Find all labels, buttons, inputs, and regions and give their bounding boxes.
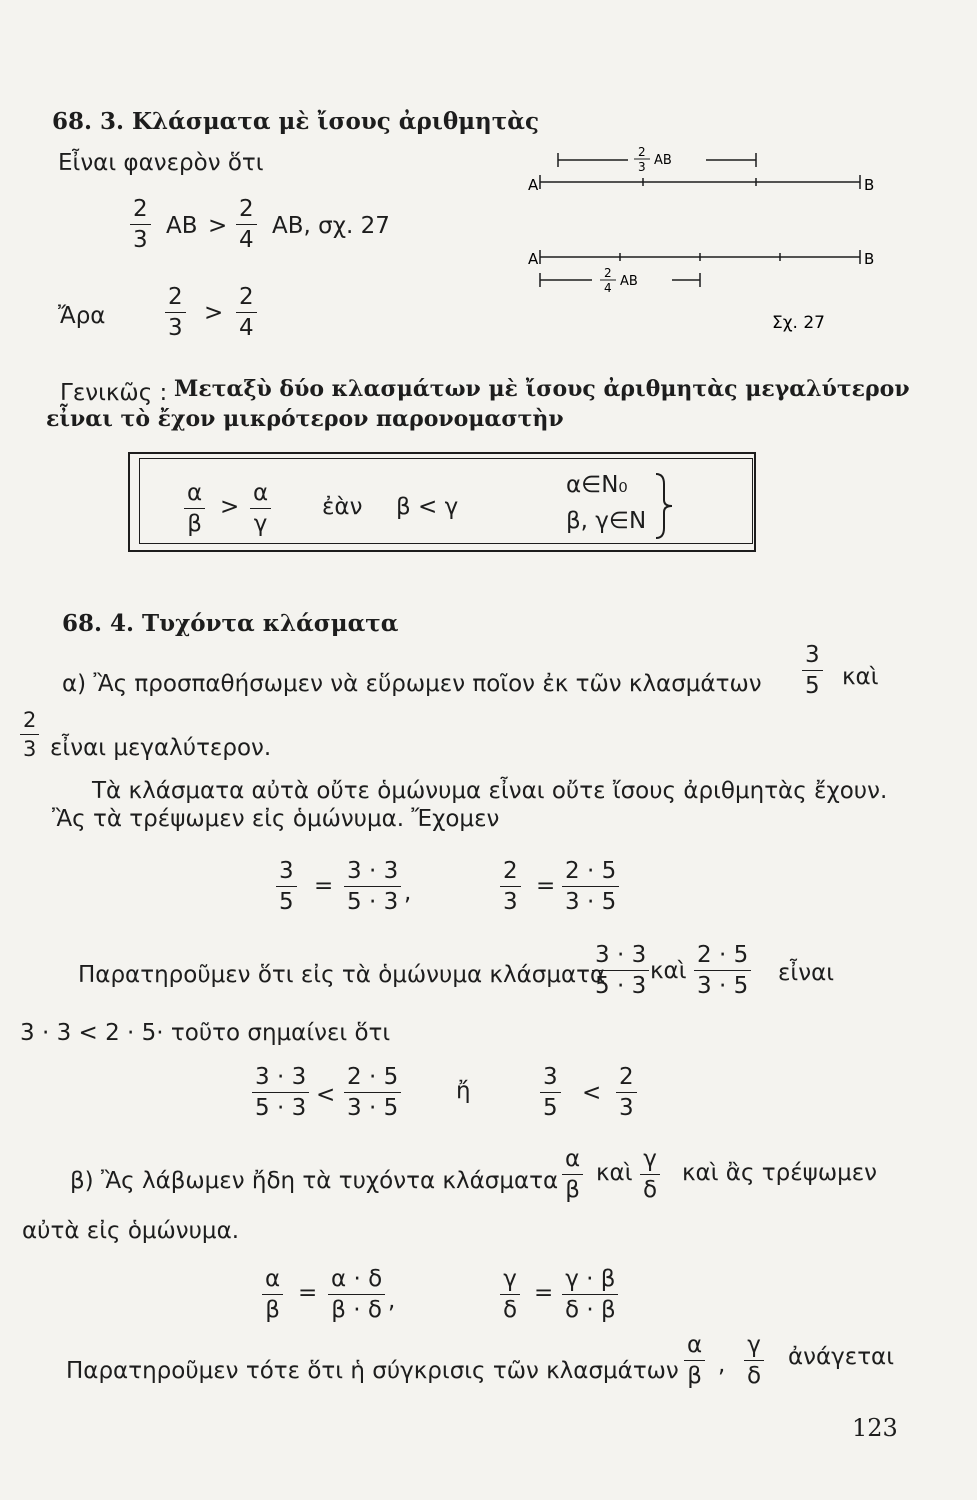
cmp-frac-25-35: $\frac{2 \cdot 5}{3 \cdot 5}$ (344, 1064, 401, 1122)
fraction-2-3-b: $\frac{2}{3}$ (165, 284, 186, 342)
rule-if: ἐὰν (322, 494, 363, 520)
general-prefix: Γενικῶς : (60, 380, 168, 406)
segment-label: ΑΒ (166, 213, 198, 239)
para-a-fraction-3-5: $\frac{3}{5}$ (802, 642, 823, 700)
fraction-2-4: $\frac{2}{4}$ (236, 196, 257, 254)
intro-text: Εἶναι φανερὸν ὅτι (58, 150, 264, 176)
rule-fraction-left: $\frac{\alpha}{\beta}$ (184, 480, 205, 538)
rule-condition: β < γ (396, 494, 459, 520)
cmp-frac-33-53: $\frac{3 \cdot 3}{5 \cdot 3}$ (252, 1064, 309, 1122)
last-text: Παρατηροῦμεν τότε ὅτι ἡ σύγκρισις τῶν κλασμάτων (66, 1358, 679, 1384)
cmp-less-2: < (582, 1080, 602, 1106)
rule-set-beta-gamma: β, γ∈N (566, 508, 647, 534)
para-b-kai: καὶ (596, 1160, 633, 1186)
diagram-top-num: 2 (638, 145, 646, 159)
general-rule-line1: Μεταξὺ δύο κλασμάτων μὲ ἴσους ἀριθμητὰς μεγαλύτερον (174, 376, 910, 402)
last-frac-a-b: $\frac{\alpha}{\beta}$ (684, 1332, 705, 1390)
diagram-top-den: 3 (638, 160, 646, 174)
obs-frac-25-35: $\frac{2 \cdot 5}{3 \cdot 5}$ (694, 942, 751, 1000)
diagram-top-label: ΑΒ (654, 153, 672, 168)
fraction-2-3: $\frac{2}{3}$ (130, 196, 151, 254)
diagram-bottom-den: 4 (604, 281, 612, 295)
para2-line2: Ἂς τὰ τρέψωμεν εἰς ὁμώνυμα. Ἔχομεν (52, 806, 500, 832)
para-b-line2: αὐτὰ εἰς ὁμώνυμα. (22, 1218, 240, 1244)
eq1-frac-25-35: $\frac{2 \cdot 5}{3 \cdot 5}$ (562, 858, 619, 916)
obs-tail: εἶναι (778, 960, 835, 986)
eq2-comma: , (388, 1288, 396, 1314)
last-frac-c-d: $\frac{\gamma}{\delta}$ (744, 1332, 764, 1390)
eq1-frac-3-5: $\frac{3}{5}$ (276, 858, 297, 916)
eq1-frac-2-3: $\frac{2}{3}$ (500, 858, 521, 916)
diagram-bottom-left: Α (528, 250, 539, 268)
greater-sign: > (208, 213, 228, 239)
ara-label: Ἄρα (58, 303, 106, 329)
eq2-frac-c-d: $\frac{\gamma}{\delta}$ (500, 1266, 520, 1324)
page-number: 123 (852, 1414, 898, 1442)
eq1-equals: = (314, 873, 334, 899)
section-heading-68-4: 68. 4. Τυχόντα κλάσματα (62, 610, 399, 637)
cmp-frac-2-3: $\frac{2}{3}$ (616, 1064, 637, 1122)
obs2-text: 3 · 3 < 2 · 5· τοῦτο σημαίνει ὅτι (20, 1020, 391, 1046)
figure-caption: Σχ. 27 (772, 313, 826, 333)
rule-brace (650, 470, 680, 542)
para-a-kai: καὶ (842, 664, 879, 690)
figure-reference: ΑΒ, σχ. 27 (272, 213, 390, 239)
segment-diagram (520, 140, 890, 340)
obs-kai: καὶ (650, 958, 687, 984)
para-a-line1: α) Ἂς προσπαθήσωμεν νὰ εὕρωμεν ποῖον ἐκ τῶν κλασμάτων (62, 671, 762, 697)
para2-line1: Τὰ κλάσματα αὐτὰ οὔτε ὁμώνυμα εἶναι οὔτε ἴσους ἀριθμητὰς ἔχουν. (92, 778, 888, 804)
para-b-text: β) Ἂς λάβωμεν ἤδη τὰ τυχόντα κλάσματα (70, 1168, 559, 1194)
cmp-less: < (316, 1082, 336, 1108)
cmp-frac-3-5: $\frac{3}{5}$ (540, 1064, 561, 1122)
para-a-fraction-2-3: $\frac{2}{3}$ (20, 708, 39, 761)
para-b-tail: καὶ ἂς τρέψωμεν (682, 1160, 878, 1186)
general-rule-line2: εἶναι τὸ ἔχον μικρότερον παρονομαστὴν (46, 406, 564, 432)
last-tail: ἀνάγεται (788, 1344, 895, 1370)
rule-greater: > (220, 494, 240, 520)
diagram-top-left: Α (528, 176, 539, 194)
eq1-comma: , (404, 880, 412, 906)
rule-set-alpha: α∈N₀ (566, 472, 628, 498)
rule-fraction-right: $\frac{\alpha}{\gamma}$ (250, 480, 271, 538)
cmp-or: ἤ (456, 1078, 471, 1104)
last-comma: , (718, 1352, 726, 1378)
section-heading-68-3: 68. 3. Κλάσματα μὲ ἴσους ἀριθμητὰς (52, 108, 539, 135)
obs-frac-33-53: $\frac{3 \cdot 3}{5 \cdot 3}$ (592, 942, 649, 1000)
greater-sign-b: > (204, 300, 224, 326)
diagram-bottom-right: Β (864, 250, 875, 268)
eq1-frac-33-53: $\frac{3 \cdot 3}{5 \cdot 3}$ (344, 858, 401, 916)
para-a-line2: εἶναι μεγαλύτερον. (50, 735, 272, 761)
eq1-equals-2: = (536, 873, 556, 899)
eq2-frac-cb-db: $\frac{\gamma \cdot \beta}{\delta \cdot \beta}$ (562, 1266, 619, 1324)
para-b-frac-c-d: $\frac{\gamma}{\delta}$ (640, 1146, 660, 1204)
diagram-bottom-label: ΑΒ (620, 274, 638, 289)
fraction-2-4-b: $\frac{2}{4}$ (236, 284, 257, 342)
diagram-top-right: Β (864, 176, 875, 194)
para-b-frac-a-b: $\frac{\alpha}{\beta}$ (562, 1146, 583, 1204)
diagram-bottom-num: 2 (604, 266, 612, 280)
eq2-frac-ad-bd: $\frac{\alpha \cdot \delta}{\beta \cdot \delta}$ (328, 1266, 385, 1324)
eq2-equals-2: = (534, 1280, 554, 1306)
eq2-equals: = (298, 1280, 318, 1306)
obs-text: Παρατηροῦμεν ὅτι εἰς τὰ ὁμώνυμα κλάσματα (78, 962, 606, 988)
eq2-frac-a-b: $\frac{\alpha}{\beta}$ (262, 1266, 283, 1324)
